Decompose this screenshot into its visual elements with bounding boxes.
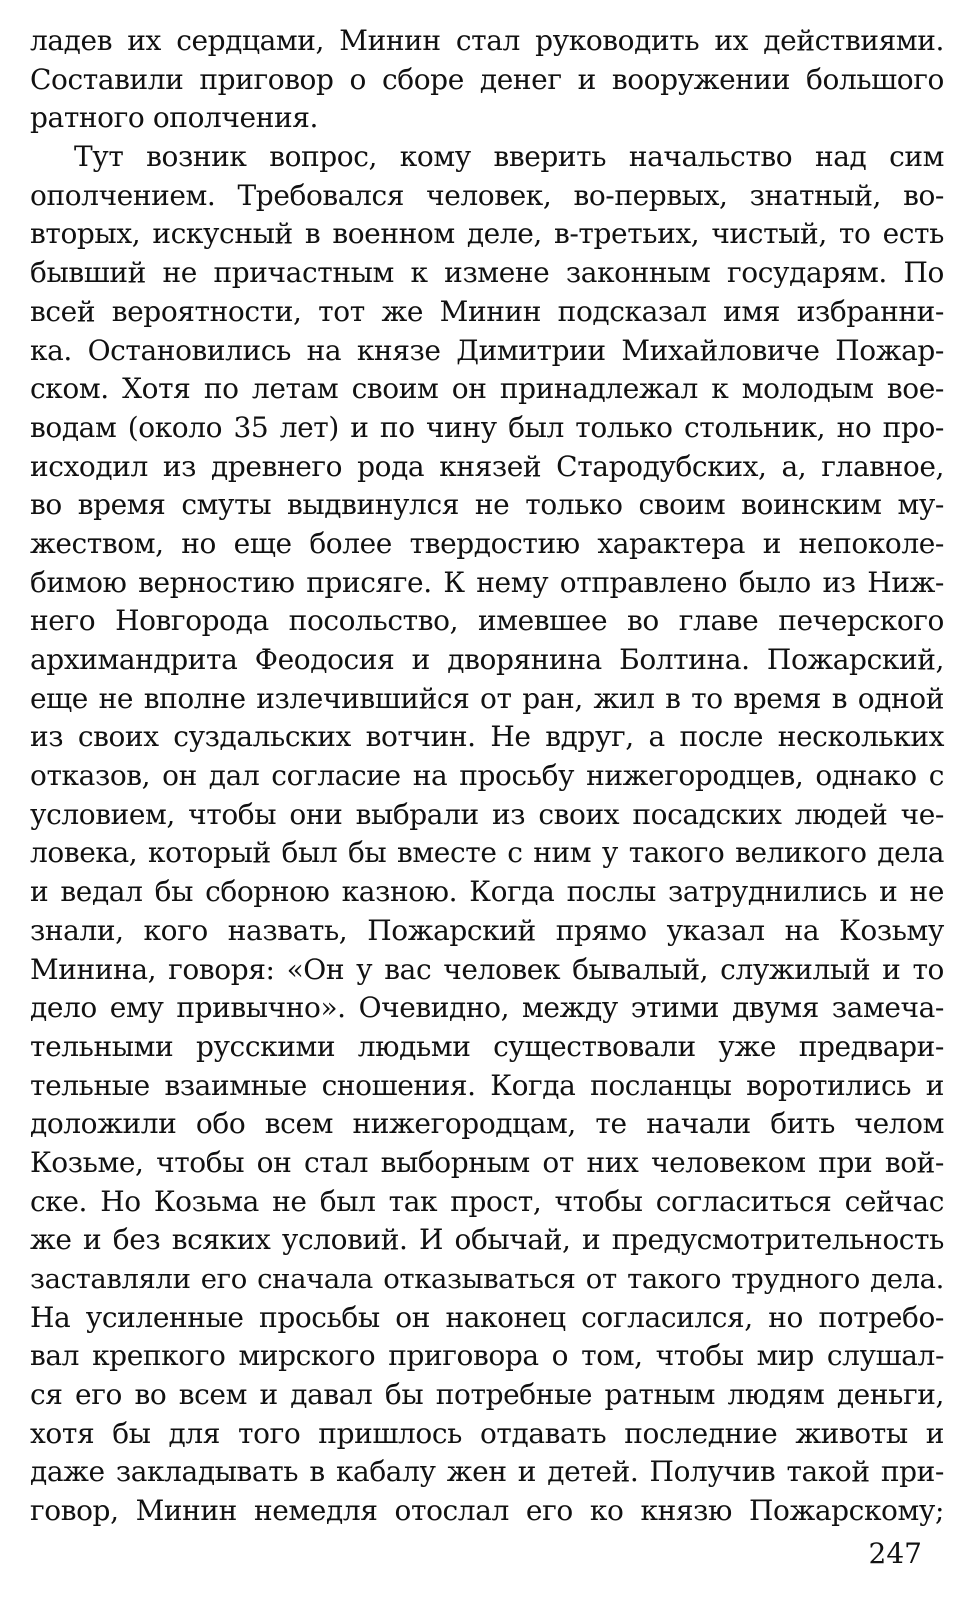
text-line: отказов, он дал согласие на просьбу нижегородцев, однако с <box>30 759 944 793</box>
text-line: ка. Остановились на князе Димитрии Михайловиче Пожар- <box>30 333 944 367</box>
text-line: исходил из древнего рода князей Стародубских, а, главное, <box>30 449 944 483</box>
text-line: вал крепкого мирского приговора о том, чтобы мир слушал- <box>30 1339 944 1373</box>
text-line: говор, Минин немедля отослал его ко князю Пожарскому; <box>30 1494 944 1528</box>
text-line: ладев их сердцами, Минин стал руководить их действиями. <box>30 24 944 57</box>
text-line: даже закладывать в кабалу жен и детей. Получив такой при- <box>30 1455 944 1489</box>
text-line: бывший не причастным к измене законным государям. По <box>30 256 944 290</box>
text-line: архимандрита Феодосия и дворянина Болтина. Пожарский, <box>30 643 944 676</box>
text-line: еще не вполне излечившийся от ран, жил в то время в одной <box>30 681 944 715</box>
text-line: всей вероятности, тот же Минин подсказал имя избранни- <box>30 294 944 328</box>
text-line: во время смуты выдвинулся не только своим воинским му- <box>30 488 944 522</box>
text-line: тельные взаимные сношения. Когда посланцы воротились и <box>30 1068 944 1102</box>
body-text <box>30 22 944 1531</box>
text-line: Козьме, чтобы он стал выборным от них человеком при вой- <box>30 1145 944 1179</box>
text-line: ске. Но Козьма не был так прост, чтобы согласиться сейчас <box>30 1184 944 1218</box>
page-number: 247 <box>868 1537 922 1570</box>
text-line: него Новгорода посольство, имевшее во главе печерского <box>30 604 944 638</box>
text-line: ском. Хотя по летам своим он принадлежал к молодым вое- <box>30 372 944 406</box>
text-line: вторых, искусный в военном деле, в-третьих, чистый, то есть <box>30 217 944 251</box>
text-line: ловека, который был бы вместе с ним у такого великого дела <box>30 836 944 870</box>
text-line: На усиленные просьбы он наконец согласился, но потребо- <box>30 1300 944 1334</box>
text-line: ся его во всем и давал бы потребные ратным людям деньги, <box>30 1378 944 1412</box>
text-line: же и без всяких условий. И обычай, и предусмотрительность <box>30 1223 944 1257</box>
text-line: Тут возник вопрос, кому вверить начальство над сим <box>74 140 944 174</box>
text-line: и ведал бы сборною казною. Когда послы затруднились и не <box>30 875 944 909</box>
text-line: Минина, говоря: «Он у вас человек бывалый, служилый и то <box>30 952 944 986</box>
text-line: ополчением. Требовался человек, во-первых, знатный, во- <box>30 178 944 212</box>
text-line: жеством, но еще более твердостию характера и непоколе- <box>30 526 944 560</box>
text-line: хотя бы для того пришлось отдавать последние животы и <box>30 1416 944 1450</box>
text-line: бимою верностию присяге. К нему отправлено было из Ниж- <box>30 565 944 599</box>
text-line: знали, кого назвать, Пожарский прямо указал на Козьму <box>30 913 944 947</box>
text-line: водам (около 35 лет) и по чину был только стольник, но про- <box>30 410 944 444</box>
text-line: условием, чтобы они выбрали из своих посадских людей че- <box>30 797 944 831</box>
text-line: дело ему привычно». Очевидно, между этими двумя замеча- <box>30 991 944 1025</box>
text-line: заставляли его сначала отказываться от такого трудного дела. <box>30 1263 944 1295</box>
text-line: ратного ополчения. <box>30 101 318 135</box>
text-line: доложили обо всем нижегородцам, те начали бить челом <box>30 1107 944 1141</box>
text-line: тельными русскими людьми существовали уже предвари- <box>30 1029 944 1063</box>
text-line: Составили приговор о сборе денег и вооружении большого <box>30 62 944 96</box>
text-line: из своих суздальских вотчин. Не вдруг, а после нескольких <box>30 720 944 754</box>
